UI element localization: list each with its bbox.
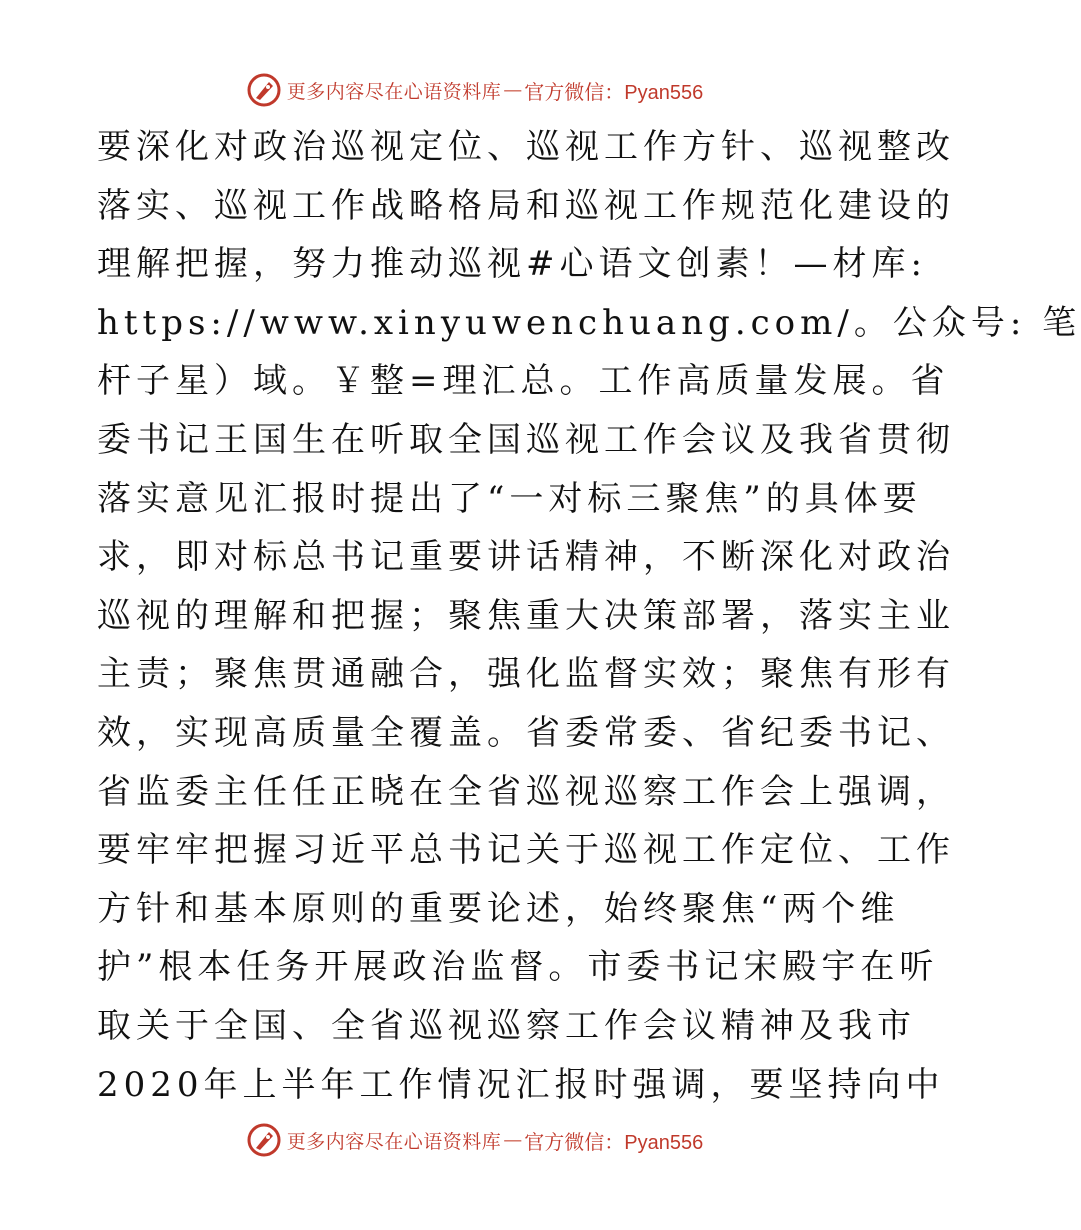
text-line: 要深化对政治巡视定位、巡视工作方针、巡视整改: [97, 127, 955, 167]
document-body: [97, 118, 1081, 1114]
header-watermark: [0, 70, 950, 110]
text-line: 委书记王国生在听取全国巡视工作会议及我省贯彻: [97, 419, 955, 460]
text-line: 主责；聚焦贯通融合，强化监督实效；聚焦有形有: [97, 654, 955, 695]
pen-nib-logo-icon: [247, 73, 281, 107]
watermark-handle: 官方微信：Pyan556: [524, 1131, 704, 1154]
text-line: 理解把握，努力推动巡视#心语文创素！—材库:: [97, 244, 927, 285]
watermark-text: 更多内容尽在心语资料库: [286, 80, 502, 103]
watermark-handle: 官方微信：Pyan556: [524, 81, 704, 104]
watermark-separator: —: [503, 79, 523, 101]
text-line: 要牢牢把握习近平总书记关于巡视工作定位、工作: [97, 830, 955, 871]
text-line: 护”根本任务开展政治监督。市委书记宋殿宇在听: [97, 947, 939, 988]
text-line: 2020年上半年工作情况汇报时强调，要坚持向中: [97, 1064, 945, 1105]
text-line: 方针和基本原则的重要论述，始终聚焦“两个维: [97, 888, 900, 929]
text-line-url: https://www.xinyuwenchuang.com/。公众号: 笔: [97, 302, 1081, 343]
watermark-text: 更多内容尽在心语资料库: [286, 1130, 502, 1153]
text-line: 落实意见汇报时提出了“一对标三聚焦”的具体要: [97, 478, 922, 519]
text-line: 杆子星）域。￥整=理汇总。工作高质量发展。省: [97, 361, 950, 402]
text-line: 省监委主任任正晓在全省巡视巡察工作会上强调，: [97, 771, 955, 812]
text-line: 求，即对标总书记重要讲话精神，不断深化对政治: [97, 537, 955, 578]
text-line: 取关于全国、全省巡视巡察工作会议精神及我市: [97, 1005, 916, 1046]
text-line: 巡视的理解和把握；聚焦重大决策部署，落实主业: [97, 595, 955, 636]
watermark-separator: —: [503, 1129, 523, 1151]
text-line: 效，实现高质量全覆盖。省委常委、省纪委书记、: [97, 712, 955, 753]
pen-nib-logo-icon: [247, 1123, 281, 1157]
text-line: 落实、巡视工作战略格局和巡视工作规范化建设的: [97, 185, 955, 226]
footer-watermark: [0, 1120, 950, 1160]
